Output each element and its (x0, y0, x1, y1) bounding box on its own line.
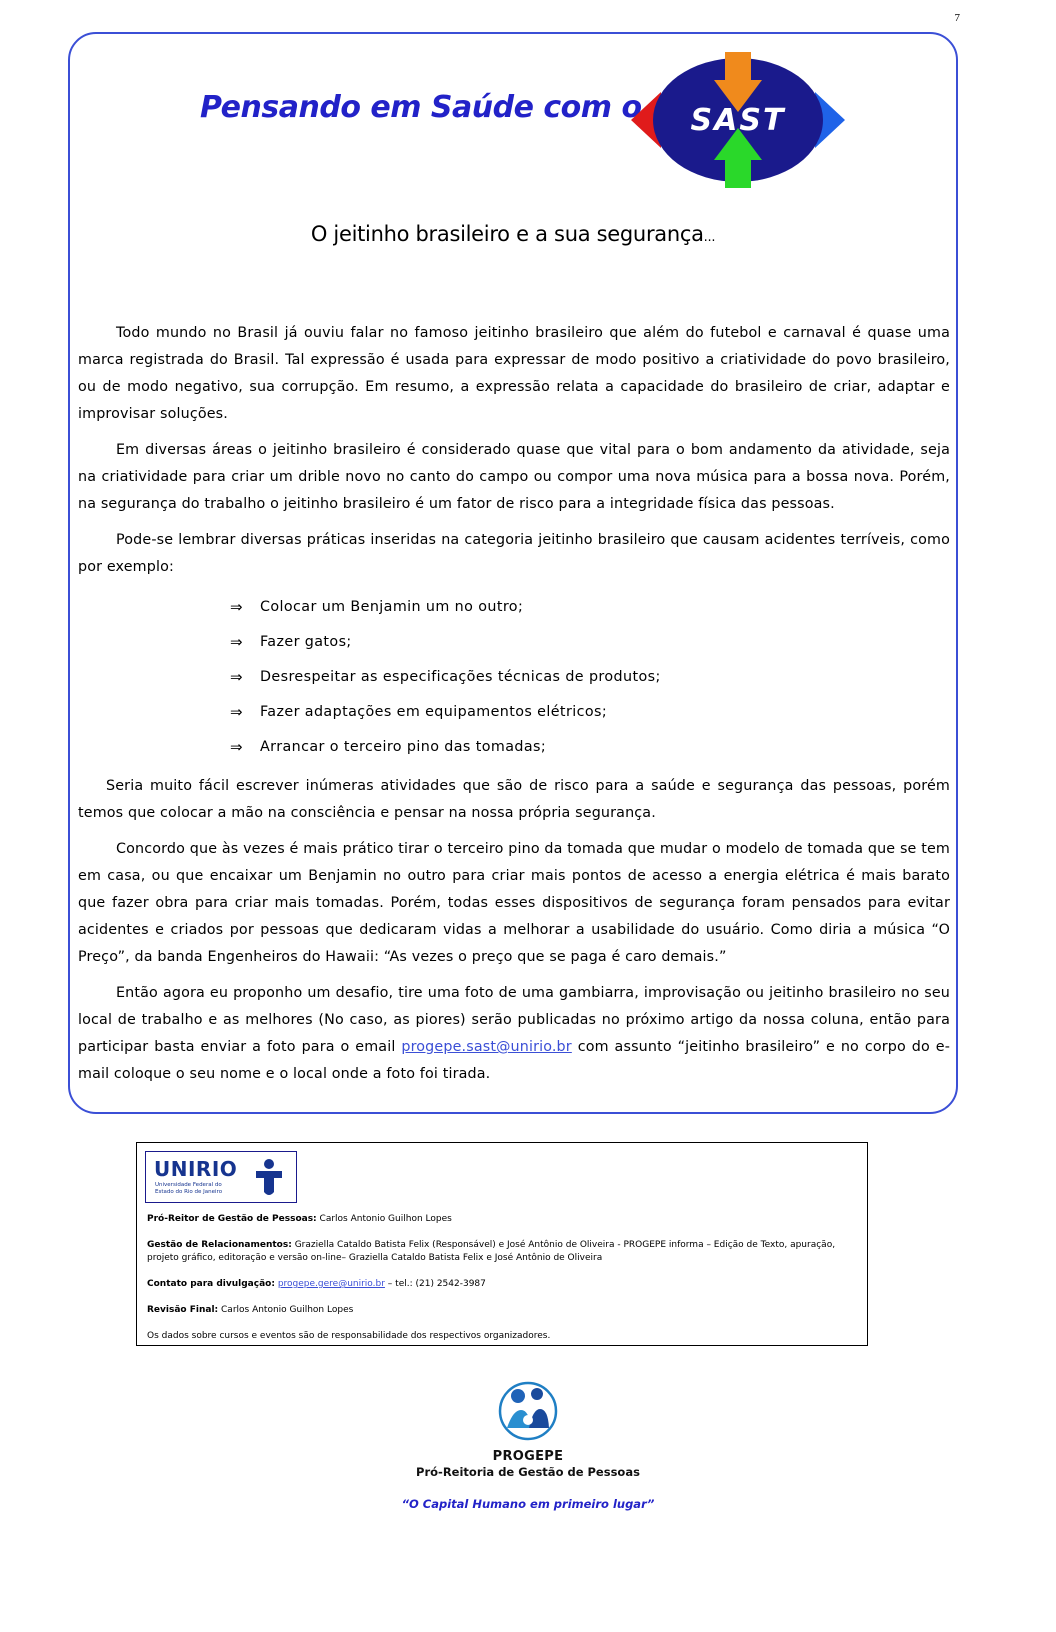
progepe-slogan: “O Capital Humano em primeiro lugar” (401, 1497, 655, 1511)
paragraph-text-after-link: com assunto “jeitinho brasileiro” e no corpo do e-mail coloque o seu nome e o local onde a foto foi tirada. (78, 1039, 951, 1082)
double-arrow-icon: ⇒ (230, 598, 243, 616)
paragraph: Concordo que às vezes é mais prático tirar o terceiro pino da tomada que mudar o modelo de tomada que se tem em casa, ou que encaixar um Benjamin no outro para criar mais pontos de acesso a energia elétrica é mais barato que fazer obra para criar mais tomadas. Porém, todas esses dispositivos de segurança foram pensados para evitar acidentes e criados por pessoas que dedicaram vidas a melhorar a usabilidade do usuário. Como diria a música “O Preço”, da banda Engenheiros do Hawaii: “As vezes o preço que se paga é caro demais.” (78, 841, 950, 965)
unirio-wordmark: UNIRIO (154, 1157, 238, 1181)
footer-row-text: Carlos Antonio Guilhon Lopes (221, 1305, 354, 1315)
progepe-name: PROGEPE (492, 1449, 564, 1464)
header-title: Pensando em Saúde com o (200, 90, 642, 125)
practices-list (78, 590, 950, 765)
double-arrow-icon: ⇒ (230, 668, 243, 686)
list-item (78, 695, 950, 730)
paragraph: Todo mundo no Brasil já ouviu falar no famoso jeitinho brasileiro que além do futebol e carnaval é quase uma marca registrada do Brasil. Tal expressão é usada para expressar de modo positivo a criatividade do povo brasileiro, ou de modo negativo, sua corrupção. Em resumo, a expressão relata a capacidade do brasileiro de criar, adaptar e improvisar soluções. (78, 325, 950, 422)
footer-credit-lines (147, 1213, 859, 1356)
page-number: 7 (954, 12, 960, 24)
unirio-symbol-icon (252, 1158, 286, 1203)
footer-credits-box (136, 1142, 868, 1346)
progepe-gere-email-link[interactable]: progepe.gere@unirio.br (277, 1279, 385, 1289)
footer-row-text: Graziella Cataldo Batista Felix (Responsável) e José Antônio de Oliveira - PROGEPE informa – Edição de Texto, apuração, projeto gráfico, editoração e versão on-line– Graziella Cataldo Batista Felix e José Antônio de Oliveira (147, 1240, 836, 1263)
footer-row-text: Os dados sobre cursos e eventos são de responsabilidade dos respectivos organizadores. (147, 1331, 551, 1341)
list-item-label: Fazer adaptações em equipamentos elétricos; (260, 704, 608, 720)
unirio-subtitle-line1: Universidade Federal do (155, 1182, 222, 1188)
double-arrow-icon: ⇒ (230, 633, 243, 651)
progepe-branding (0, 1380, 1056, 1511)
list-item (78, 730, 950, 765)
list-item (78, 590, 950, 625)
svg-text:SAST: SAST (690, 103, 786, 138)
paragraph-with-email (78, 980, 950, 1088)
article-title (68, 222, 958, 246)
article-body (78, 320, 950, 1097)
list-item-label: Colocar um Benjamin um no outro; (260, 599, 524, 615)
footer-row-label: Revisão Final: (147, 1305, 219, 1315)
footer-row-label: Gestão de Relacionamentos: (147, 1240, 292, 1250)
list-item (78, 625, 950, 660)
unirio-logo (145, 1151, 297, 1203)
footer-row-label: Pró-Reitor de Gestão de Pessoas: (147, 1214, 317, 1224)
article-title-suffix: ... (703, 230, 716, 245)
progepe-logo-icon (0, 1380, 1056, 1447)
double-arrow-icon: ⇒ (230, 703, 243, 721)
paragraph-text-before-link: Então agora eu proponho um desafio, tire uma foto de uma gambiarra, improvisação ou jeitinho brasileiro no seu local de trabalho e as melhores (No caso, as piores) serão publicadas no próximo artigo da nossa coluna, então para participar basta enviar a foto para o email (78, 985, 950, 1055)
article-title-text: O jeitinho brasileiro e a sua segurança (310, 222, 704, 246)
sast-logo (613, 50, 863, 190)
footer-row-text: – tel.: (21) 2542-3987 (384, 1279, 486, 1289)
footer-row (147, 1213, 859, 1226)
unirio-subtitle (155, 1182, 222, 1196)
list-item-label: Arrancar o terceiro pino das tomadas; (260, 739, 547, 755)
double-arrow-icon: ⇒ (230, 738, 243, 756)
sast-email-link[interactable]: progepe.sast@unirio.br (401, 1039, 572, 1055)
footer-row-label: Contato para divulgação: (147, 1279, 275, 1289)
footer-row (147, 1330, 859, 1343)
paragraph: Em diversas áreas o jeitinho brasileiro é considerado quase que vital para o bom andamento da atividade, seja na criatividade para criar um drible novo no canto do campo ou compor uma nova música para a bossa nova. Porém, na segurança do trabalho o jeitinho brasileiro é um fator de risco para a integridade física das pessoas. (78, 442, 950, 512)
newsletter-header (68, 50, 958, 190)
list-item-label: Desrespeitar as especificações técnicas de produtos; (260, 669, 661, 685)
footer-row (147, 1278, 859, 1291)
paragraph: Pode-se lembrar diversas práticas inseridas na categoria jeitinho brasileiro que causam acidentes terríveis, como por exemplo: (78, 532, 950, 575)
footer-row (147, 1304, 859, 1317)
list-item-label: Fazer gatos; (260, 634, 352, 650)
footer-row-text: Carlos Antonio Guilhon Lopes (319, 1214, 452, 1224)
list-item (78, 660, 950, 695)
unirio-subtitle-line2: Estado do Rio de Janeiro (155, 1189, 223, 1195)
progepe-subtitle: Pró-Reitoria de Gestão de Pessoas (416, 1465, 640, 1479)
footer-row (147, 1239, 859, 1265)
paragraph: Seria muito fácil escrever inúmeras atividades que são de risco para a saúde e segurança das pessoas, porém temos que colocar a mão na consciência e pensar na nossa própria segurança. (78, 778, 950, 821)
